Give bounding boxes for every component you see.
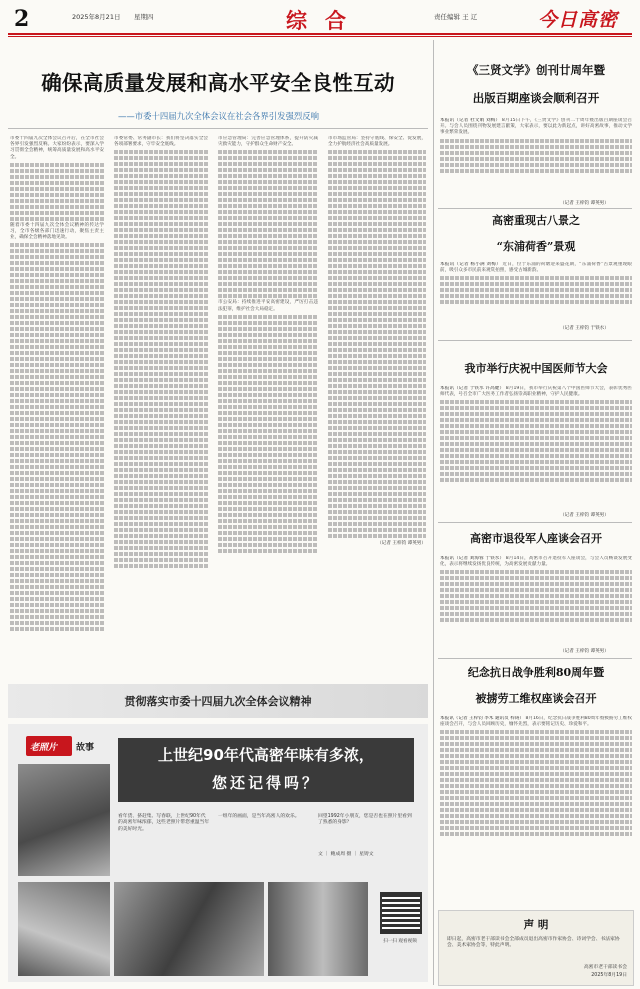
main-quote-4: 市市场监管局：坚持守底线、保安全、促发展，全力护航经济社会高质量发展。 xyxy=(328,136,426,148)
right-article-1-body xyxy=(440,118,632,196)
right-article-5-byline: 本报讯（记者 王梓钧 李术 通讯员 梓铸） xyxy=(440,716,524,721)
right-article-2-byline: 本报讯（记者 杨小满 刘梅） xyxy=(440,262,501,267)
qr-caption: 扫一扫 观看视频 xyxy=(383,939,417,944)
main-lead-1: 市委十四届九次全体会议召开后，在全市社会各界引发强烈反响。大家纷纷表示，要深入学习贯彻全会精神，统筹高质量发展和高水平安全。 xyxy=(10,136,104,160)
notice-date: 2025年8月19日 xyxy=(591,973,627,978)
story-credit: 文 ｜ 鲍成周 摄 ｜ 星铸文 xyxy=(318,852,374,857)
right-article-5-title-1: 纪念抗日战争胜利80周年暨 xyxy=(467,666,605,679)
main-quote-2: 市应急管理局：完善应急管理体系，提升防灾减灾救灾能力，守护群众生命财产安全。 xyxy=(218,136,318,148)
story-title-line2: 您还记得吗？ xyxy=(211,774,320,792)
right-article-3-authors: （记者 王梓钧 谭英男） xyxy=(560,513,609,518)
story-photo-market xyxy=(18,764,110,876)
right-article-1-text: 8月15日下午，《三贤文学》创刊二十周年暨出版百期座谈会召开。与会人员围绕刊物发展建言献策，大家表示，要以此为新起点，讲好高密故事，推动文学事业繁荣发展。 xyxy=(440,118,632,136)
right-article-2-authors: （记者 王梓钧 于铁水） xyxy=(560,326,609,331)
header-rule xyxy=(8,33,632,35)
right-article-4-body xyxy=(440,556,632,646)
story-title-line1: 上世纪90年代高密年味有多浓， xyxy=(158,746,374,764)
header-weekday: 星期四 xyxy=(134,13,154,21)
story-caption-2: 一组年的画面，是当年高密人的欢乐。 xyxy=(218,814,300,819)
right-article-1-authors: （记者 王梓钧 谭英男） xyxy=(560,201,609,206)
story-badge xyxy=(26,736,72,756)
masthead-logo: 今日高密 xyxy=(538,9,619,31)
right-article-5-text: 8月16日，纪念抗日战争胜利80周年暨被掳劳工维权座谈会召开，与会人员回顾历史，缅怀先烈，表示要铭记历史、珍爱和平。 xyxy=(440,716,632,728)
main-quote-1: 市委常委、常务副市长：我们将坚决落实全会各项部署要求，守牢安全底线。 xyxy=(114,136,208,148)
notice-sign: 高密市老干部读书会 xyxy=(583,965,627,970)
story-title-box xyxy=(118,738,414,802)
main-column-3 xyxy=(218,136,318,676)
story-panel xyxy=(8,724,428,982)
right-rule-2 xyxy=(438,340,632,341)
right-article-4-authors: （记者 王梓钧 谭英男） xyxy=(560,649,609,654)
story-photo-children xyxy=(114,882,264,976)
right-article-1-title-1: 《三贤文学》创刊廿周年暨 xyxy=(467,63,605,77)
notice-box xyxy=(438,910,634,986)
right-article-3-byline: 本报讯（记者 于铁水 许高婕） xyxy=(440,386,505,391)
story-badge-text: 老照片 xyxy=(30,743,58,753)
qr-code-icon[interactable] xyxy=(380,892,422,934)
story-photo-family xyxy=(268,882,368,976)
story-caption-1: 看年货、挤赶集、写春联，上世纪90年代的高密年味浓郁，这些老照片带您重温当年的美好时光。 xyxy=(118,814,210,832)
section-title: 综合 xyxy=(286,8,364,33)
right-article-4-text: 8月14日，高密市召开退役军人座谈会，与会人员畅谈发展变化，表示将继续发扬优良传统，为高密发展贡献力量。 xyxy=(440,556,632,568)
right-rule-4 xyxy=(438,658,632,659)
notice-text: 即日起，高密市老干部读书会全部成员退出高密市作家协会、诗词学会、书法家协会、美术家协会等，特此声明。 xyxy=(447,937,620,949)
right-article-1-byline: 本报讯（记者 杜文娟 刘梅） xyxy=(440,118,501,123)
right-rule-1 xyxy=(438,208,632,209)
notice-title: 声 明 xyxy=(523,919,549,931)
main-column-4 xyxy=(328,136,426,676)
right-article-2-title-2: “东浦荷香”景观 xyxy=(496,240,576,253)
subheadline-rule xyxy=(8,128,428,129)
main-subheadline: ——市委十四届九次全体会议在社会各界引发强烈反响 xyxy=(118,111,319,121)
header-rule-thin xyxy=(8,36,632,37)
right-article-4-byline: 本报讯（记者 刘海蓉 于铁水） xyxy=(440,556,505,561)
right-article-2-body xyxy=(440,262,632,322)
header-editor: 责任编辑 王 辽 xyxy=(434,13,478,21)
policy-banner xyxy=(8,684,428,718)
story-caption-3: 回望1992年小朋友，您是否也在照片里看到了熟悉的身影？ xyxy=(318,814,412,826)
main-headline: 确保高质量发展和高水平安全良性互动 xyxy=(41,71,395,95)
main-column-1 xyxy=(10,136,104,676)
main-quote-3: 市公安局：持续推进平安高密建设，严厉打击违法犯罪，维护社会大局稳定。 xyxy=(218,300,318,312)
right-article-3-body xyxy=(440,386,632,510)
right-article-2-title-1: 高密重现古八景之 xyxy=(492,214,580,227)
policy-banner-text: 贯彻落实市委十四届九次全体会议精神 xyxy=(124,695,312,708)
story-badge-sub: 故事 xyxy=(76,743,95,753)
right-rule-3 xyxy=(438,522,632,523)
story-photo-crowd xyxy=(18,882,110,976)
column-separator xyxy=(433,40,434,985)
main-lead-2: 随着市委十四届九次全体会议精神的传达学习，全市各级各部门迅速行动，聚焦主责主业，确保全会精神落地见效。 xyxy=(10,222,104,241)
right-article-5-title-2: 被掳劳工维权座谈会召开 xyxy=(475,692,597,705)
right-article-2-text: 近日，位于东浦的荷塘迎来盛花期，“东浦荷香”古景观重现眼前，吸引众多市民前来观赏拍照，感受古城新韵。 xyxy=(440,262,632,274)
main-column-2 xyxy=(114,136,208,676)
page-header xyxy=(0,0,640,34)
main-authors: （记者 王梓钧 谭英男） xyxy=(377,541,426,547)
right-article-3-text: 8月19日，我市举行庆祝第八个中国医师节大会，表彰优秀医师代表，号召全市广大医务工作者弘扬崇高职业精神，守护人民健康。 xyxy=(440,386,632,398)
page-number: 2 xyxy=(14,6,30,32)
right-article-4-title: 高密市退役军人座谈会召开 xyxy=(470,532,602,545)
right-article-1-title-2: 出版百期座谈会顺利召开 xyxy=(472,91,600,105)
right-article-3-title: 我市举行庆祝中国医师节大会 xyxy=(464,362,608,375)
header-date: 2025年8月21日 xyxy=(72,13,121,21)
right-article-5-body xyxy=(440,716,632,866)
